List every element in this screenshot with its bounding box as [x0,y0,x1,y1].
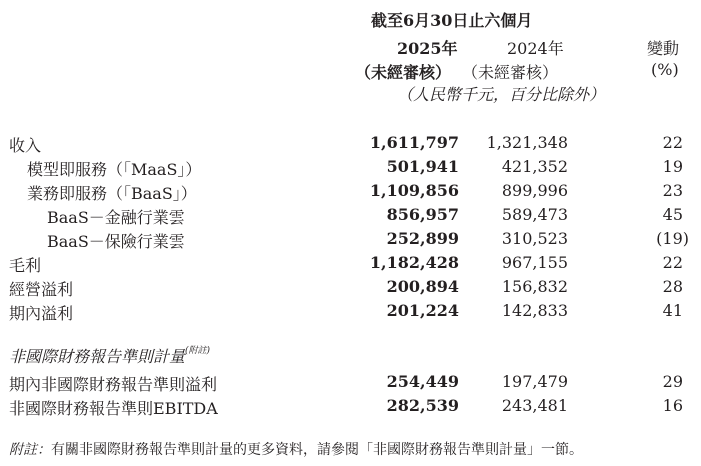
value-2025: 856,957 [386,205,459,224]
non-ifrs-title-note: (附註) [185,346,211,356]
footnote [9,439,583,459]
value-2024: 243,481 [501,396,568,415]
table-row [0,301,701,325]
value-2024: 197,479 [501,372,568,391]
value-2025: 201,224 [386,301,459,320]
table-row [0,277,701,301]
unit-note: （人民幣千元，百分比除外） [397,85,606,104]
footnote-text: 有關非國際財務報告準則計量的更多資料，請參閱「非國際財務報告準則計量」一節。 [51,442,583,458]
row-label: 期內非國際財務報告準則溢利 [9,375,218,394]
row-label: 非國際財務報告準則EBITDA [9,399,218,418]
row-label: 期內溢利 [9,304,74,323]
row-label: 經營溢利 [9,280,74,299]
non-ifrs-title [9,344,210,367]
period-header: 截至6月30日止六個月 [371,11,533,30]
col-2024-note: （未經審核） [462,63,559,82]
value-2024: 156,832 [501,277,568,296]
col-change-unit: (%) [651,60,679,79]
value-2025: 1,182,428 [369,253,459,272]
value-2025: 254,449 [386,372,459,391]
col-2024-year: 2024年 [507,39,564,58]
value-change: 19 [662,157,683,176]
col-2025-note: （未經審核） [355,63,452,82]
value-2024: 310,523 [501,229,568,248]
value-2024: 142,833 [501,301,568,320]
non-ifrs-title-text: 非國際財務報告準則計量 [9,347,186,366]
value-change: 45 [662,205,683,224]
value-change: 23 [662,181,683,200]
table-row [0,205,701,229]
table-row [0,181,701,205]
row-label: 業務即服務（「BaaS」） [27,184,197,203]
table-row [0,133,701,157]
value-change: (19) [656,229,689,248]
value-2024: 421,352 [501,157,568,176]
value-2024: 1,321,348 [486,133,568,152]
value-change: 22 [662,253,683,272]
table-row [0,253,701,277]
value-2024: 899,996 [501,181,568,200]
value-change: 16 [662,396,683,415]
value-2025: 282,539 [386,396,459,415]
value-change: 29 [662,372,683,391]
row-label: 模型即服務（「MaaS」） [27,160,202,179]
footnote-label: 附註： [9,442,51,458]
col-2025-year: 2025年 [397,39,458,58]
value-change: 22 [662,133,683,152]
value-2024: 967,155 [501,253,568,272]
value-2024: 589,473 [501,205,568,224]
value-2025: 1,611,797 [369,133,459,152]
table-row [0,396,701,420]
table-row [0,229,701,253]
value-2025: 1,109,856 [369,181,459,200]
row-label: 收入 [9,136,42,155]
value-2025: 252,899 [386,229,459,248]
row-label: 毛利 [9,256,42,275]
value-2025: 200,894 [386,277,459,296]
col-change: 變動 [647,39,680,58]
row-label: BaaS－金融行業雲 [47,208,185,227]
table-row [0,372,701,396]
row-label: BaaS－保險行業雲 [47,232,185,251]
value-change: 41 [662,301,683,320]
value-change: 28 [662,277,683,296]
table-row [0,157,701,181]
value-2025: 501,941 [386,157,459,176]
